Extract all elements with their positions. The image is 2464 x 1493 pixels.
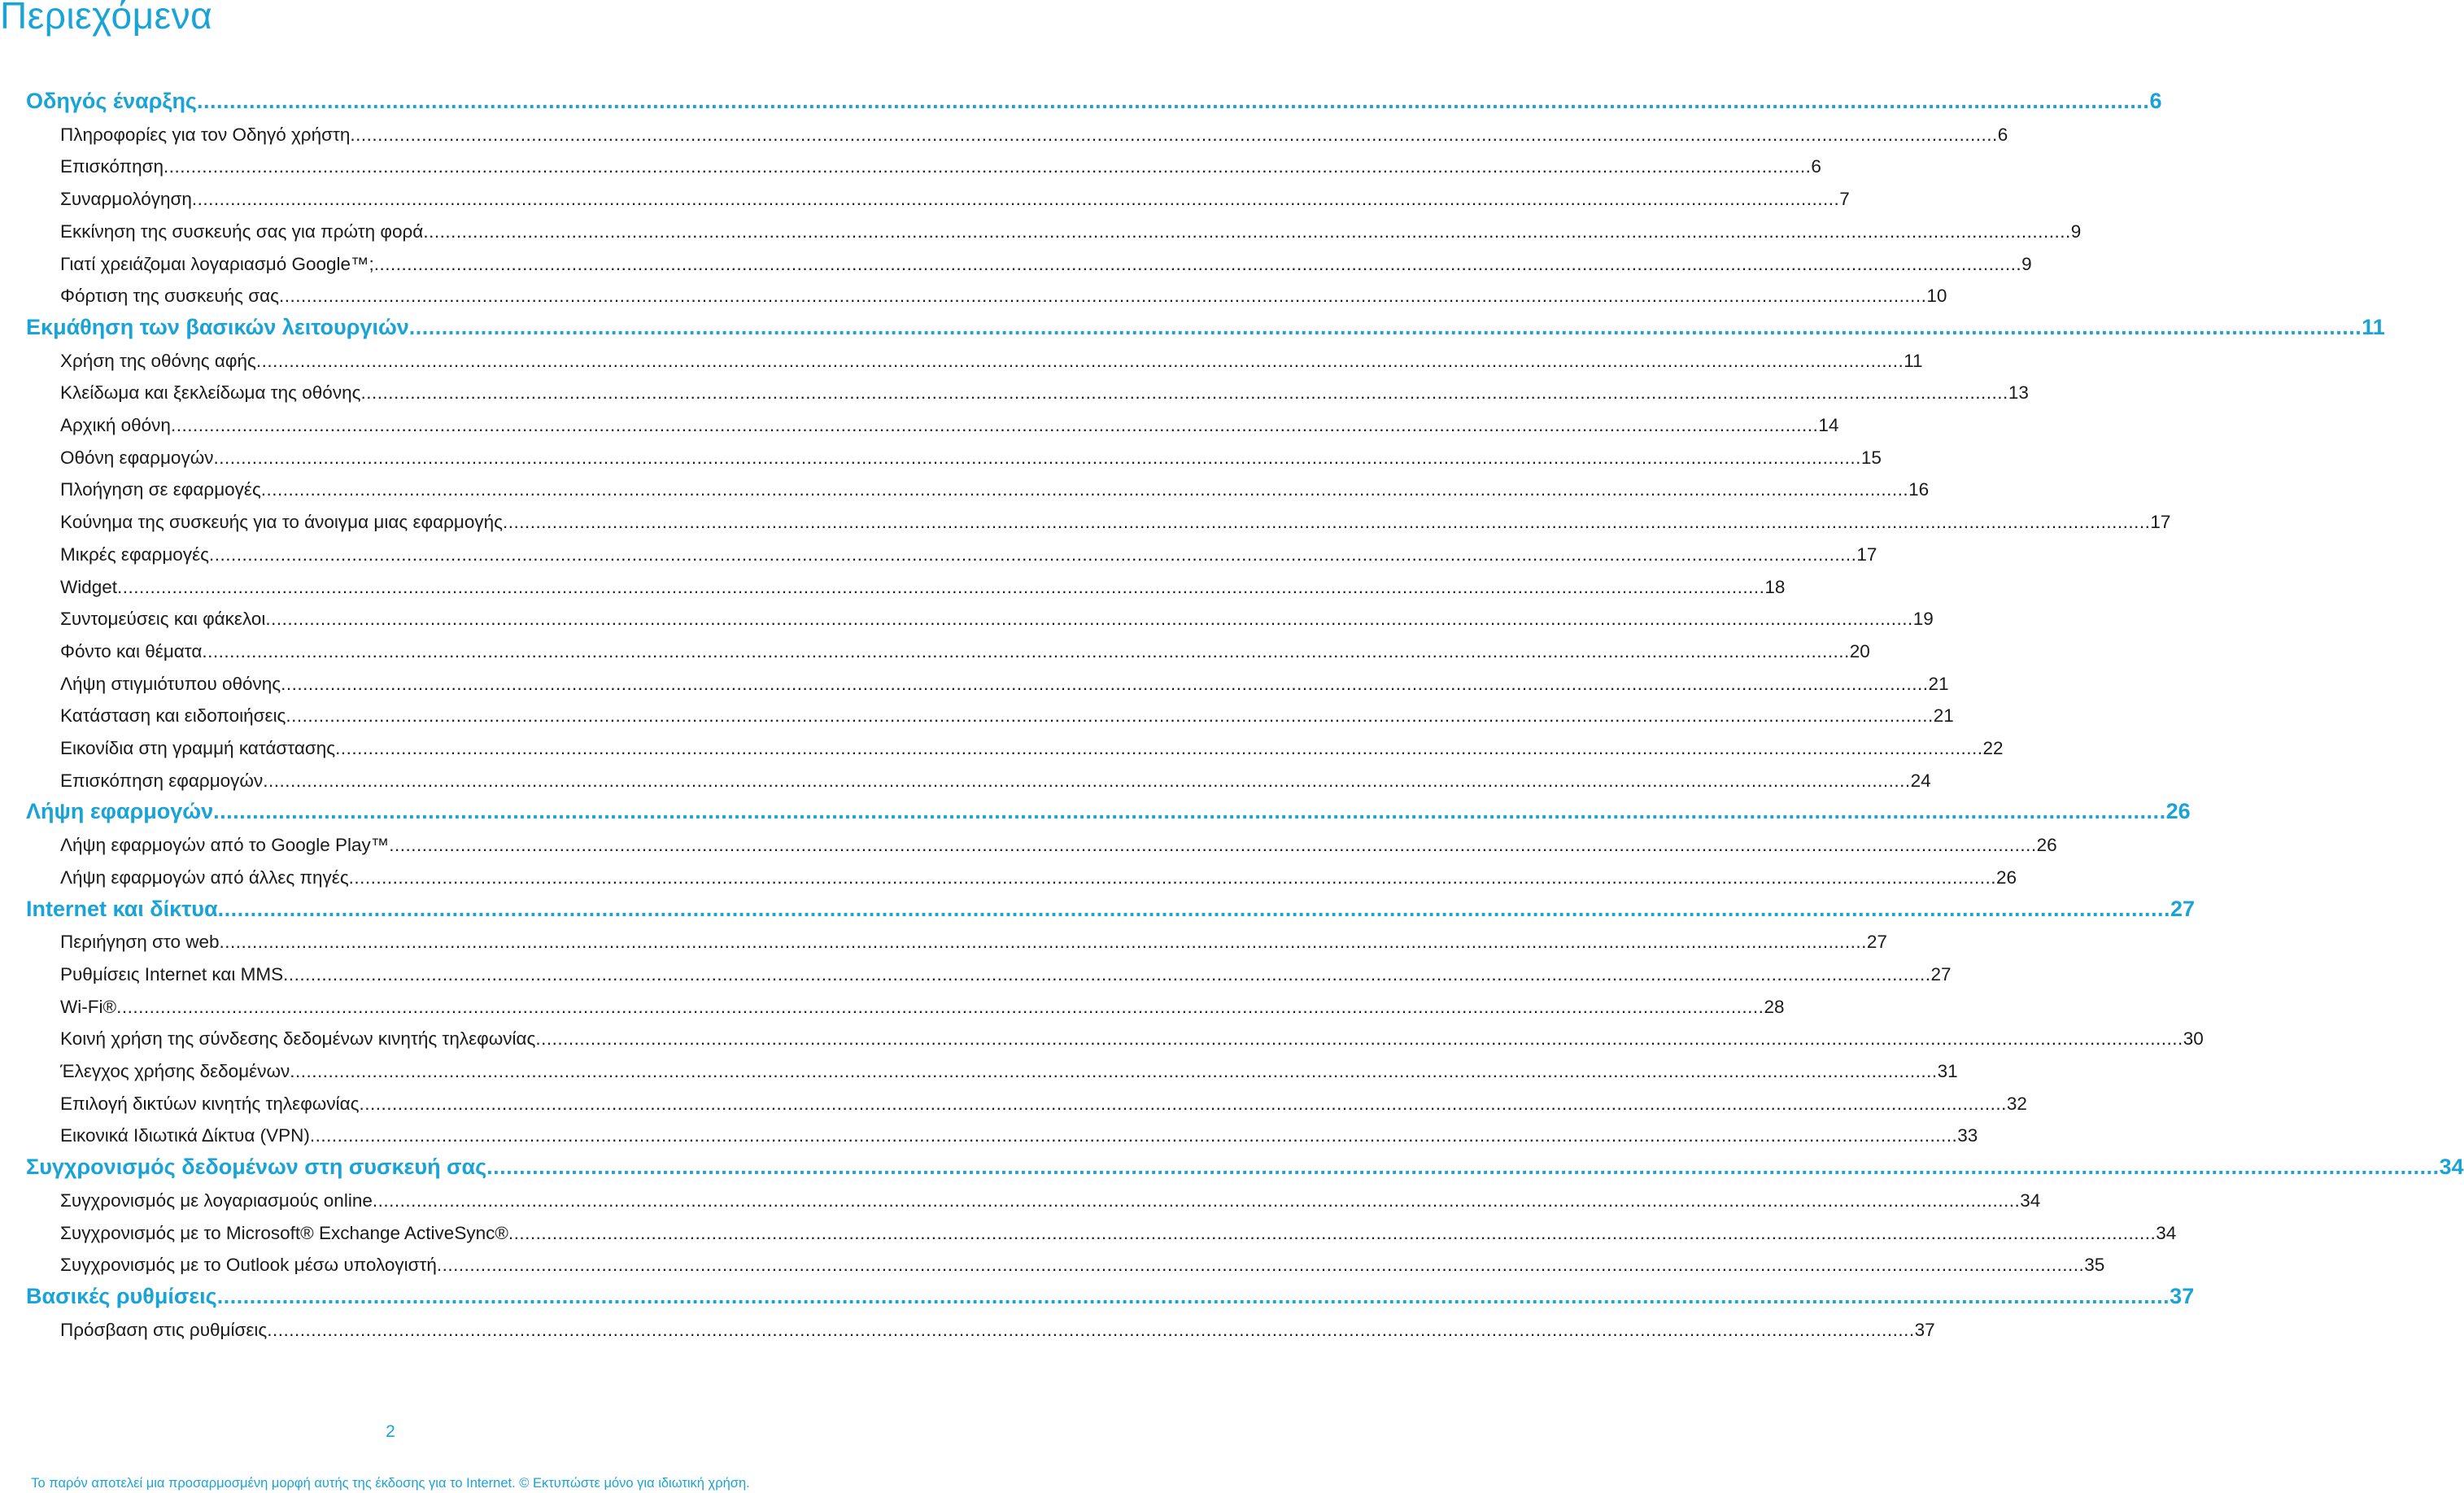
toc-entry-page: 9 <box>2070 220 2082 242</box>
toc-entry-label: Λήψη εφαρμογών από το Google Play™ <box>60 835 390 856</box>
toc-section-entry[interactable] <box>26 1155 2464 1180</box>
toc-leader-dots: ............................................................................................................................................................................................................................................................................................................ <box>213 447 1861 468</box>
toc-entry-label: Μικρές εφαρμογές <box>60 544 209 565</box>
toc-entry[interactable] <box>60 156 1821 177</box>
toc-entry-page: 21 <box>1933 705 1954 727</box>
toc-entry-label: Κοινή χρήση της σύνδεσης δεδομένων κινητής τηλεφωνίας <box>60 1028 536 1050</box>
toc-entry-label: Wi-Fi® <box>60 996 117 1017</box>
toc-entry-label: Κλείδωμα και ξεκλείδωμα της οθόνης <box>60 382 361 404</box>
toc-entry-page: 18 <box>1764 576 1786 597</box>
toc-entry-label: Συγχρονισμός με το Microsoft® Exchange ActiveSync® <box>60 1222 508 1243</box>
toc-leader-dots: ............................................................................................................................................................................................................................................................................................................ <box>423 220 2071 242</box>
toc-entry[interactable] <box>60 705 1954 727</box>
toc-entry[interactable] <box>60 382 2029 404</box>
toc-entry[interactable] <box>60 609 1934 630</box>
toc-section-entry[interactable] <box>26 314 2385 340</box>
toc-leader-dots: ............................................................................................................................................................................................................................................................................................................ <box>191 189 1840 210</box>
toc-entry-label: Εκμάθηση των βασικών λειτουργιών <box>26 314 409 339</box>
toc-leader-dots: ............................................................................................................................................................................................................................................................................................................ <box>170 415 1819 435</box>
toc-leader-dots: ............................................................................................................................................................................................................................................................................................................ <box>208 544 1857 565</box>
toc-entry-page: 28 <box>1764 996 1785 1017</box>
toc-leader-dots: ............................................................................................................................................................................................................................................................................................................ <box>217 896 2171 921</box>
toc-entry-page: 7 <box>1839 189 1850 210</box>
toc-entry-label: Επισκόπηση <box>60 156 164 177</box>
toc-entry-label: Επιλογή δικτύων κινητής τηλεφωνίας <box>60 1093 360 1114</box>
toc-entry-page: 20 <box>1849 640 1870 661</box>
toc-leader-dots: ............................................................................................................................................................................................................................................................................................................ <box>196 89 2150 113</box>
toc-leader-dots: ............................................................................................................................................................................................................................................................................................................ <box>279 286 1927 307</box>
toc-entry-label: Οδηγός έναρξης <box>26 89 197 113</box>
toc-entry-label: Πρόσβαση στις ρυθμίσεις <box>60 1319 268 1340</box>
toc-entry[interactable] <box>60 576 1786 598</box>
toc-leader-dots: ............................................................................................................................................................................................................................................................................................................ <box>263 770 1911 791</box>
toc-entry-label: Φόντο και θέματα <box>60 640 203 661</box>
toc-entry-page: 9 <box>2021 253 2032 274</box>
toc-entry-page: 6 <box>2149 89 2162 113</box>
toc-entry[interactable] <box>60 770 1931 792</box>
toc-entry-label: Συγχρονισμός με το Outlook μέσω υπολογιστή <box>60 1255 437 1276</box>
toc-leader-dots: ............................................................................................................................................................................................................................................................................................................ <box>283 963 1931 984</box>
toc-entry-label: Περιήγηση στο web <box>60 932 220 953</box>
toc-entry[interactable] <box>60 673 1949 695</box>
toc-entry-page: 35 <box>2084 1255 2105 1276</box>
toc-entry-label: Πλοήγηση σε εφαρμογές <box>60 479 261 500</box>
toc-entry[interactable] <box>60 189 1850 210</box>
toc-leader-dots: ............................................................................................................................................................................................................................................................................................................ <box>535 1028 2183 1050</box>
toc-entry-label: Συναρμολόγηση <box>60 189 192 210</box>
toc-leader-dots: ............................................................................................................................................................................................................................................................................................................ <box>265 609 1913 630</box>
toc-entry-page: 24 <box>1910 770 1931 791</box>
toc-leader-dots: ............................................................................................................................................................................................................................................................................................................ <box>290 1061 1938 1081</box>
toc-entry[interactable] <box>60 1093 2027 1115</box>
toc-entry[interactable] <box>60 544 1877 565</box>
toc-leader-dots: ............................................................................................................................................................................................................................................................................................................ <box>335 738 1983 758</box>
toc-entry-page: 31 <box>1937 1061 1958 1081</box>
toc-leader-dots: ............................................................................................................................................................................................................................................................................................................ <box>267 1319 1915 1340</box>
toc-entry-page: 6 <box>1997 124 2008 145</box>
toc-entry-label: Έλεγχος χρήσης δεδομένων <box>60 1061 290 1081</box>
toc-leader-dots: ............................................................................................................................................................................................................................................................................................................ <box>216 1283 2170 1308</box>
toc-entry-page: 11 <box>1904 350 1923 371</box>
toc-entry-label: Συντομεύσεις και φάκελοι <box>60 609 266 630</box>
toc-entry-label: Αρχική οθόνη <box>60 415 171 435</box>
toc-entry-label: Γιατί χρειάζομαι λογαριασμό Google™; <box>60 253 374 274</box>
toc-entry-page: 21 <box>1928 673 1949 694</box>
toc-entry-label: Εκκίνηση της συσκευής σας για πρώτη φορά <box>60 220 424 242</box>
toc-entry-label: Widget <box>60 576 118 597</box>
toc-leader-dots: ............................................................................................................................................................................................................................................................................................................ <box>486 1155 2440 1180</box>
toc-entry-page: 26 <box>1996 867 2017 888</box>
toc-entry[interactable] <box>60 996 1785 1018</box>
toc-entry[interactable] <box>60 867 2017 888</box>
toc-entry-page: 14 <box>1818 415 1839 435</box>
toc-entry-label: Βασικές ρυθμίσεις <box>26 1283 217 1308</box>
toc-entry-label: Λήψη στιγμιότυπου οθόνης <box>60 673 281 694</box>
toc-leader-dots: ............................................................................................................................................................................................................................................................................................................ <box>213 799 2166 824</box>
toc-entry[interactable] <box>60 1222 2177 1244</box>
toc-entry[interactable] <box>60 415 1839 436</box>
toc-entry[interactable] <box>60 640 1870 662</box>
toc-entry-page: 17 <box>1856 544 1877 565</box>
toc-entry-page: 37 <box>2170 1283 2195 1308</box>
toc-entry-page: 27 <box>1930 963 1952 984</box>
toc-entry-page: 22 <box>1982 738 2004 758</box>
toc-entry-label: Λήψη εφαρμογών <box>26 799 214 824</box>
toc-leader-dots: ............................................................................................................................................................................................................................................................................................................ <box>408 314 2362 339</box>
toc-entry-page: 27 <box>1866 932 1887 953</box>
toc-entry-page: 26 <box>2165 799 2191 824</box>
toc-entry-page: 27 <box>2170 896 2196 921</box>
toc-leader-dots: ............................................................................................................................................................................................................................................................................................................ <box>260 479 1909 500</box>
toc-leader-dots: ............................................................................................................................................................................................................................................................................................................ <box>359 1093 2007 1114</box>
toc-entry[interactable] <box>60 932 1887 953</box>
toc-section-entry[interactable] <box>26 799 2191 824</box>
toc-entry-page: 16 <box>1908 479 1930 500</box>
toc-entry-page: 34 <box>2439 1155 2464 1180</box>
toc-leader-dots: ............................................................................................................................................................................................................................................................................................................ <box>373 253 2022 274</box>
toc-leader-dots: ............................................................................................................................................................................................................................................................................................................ <box>286 705 1934 727</box>
toc-entry-label: Κούνημα της συσκευής για το άνοιγμα μιας εφαρμογής <box>60 512 503 533</box>
toc-entry-label: Φόρτιση της συσκευής σας <box>60 286 279 307</box>
toc-entry-page: 30 <box>2183 1028 2204 1050</box>
toc-leader-dots: ............................................................................................................................................................................................................................................................................................................ <box>372 1190 2021 1211</box>
toc-entry-label: Internet και δίκτυα <box>26 896 218 921</box>
toc-entry-page: 19 <box>1912 609 1934 630</box>
toc-entry-label: Ρυθμίσεις Internet και MMS <box>60 963 284 984</box>
toc-entry-page: 13 <box>2008 382 2029 404</box>
toc-entry[interactable] <box>60 963 1952 985</box>
toc-entry[interactable] <box>60 124 2008 146</box>
toc-entry-label: Συγχρονισμός με λογαριασμούς online <box>60 1190 373 1211</box>
toc-leader-dots: ............................................................................................................................................................................................................................................................................................................ <box>389 835 2037 856</box>
toc-entry[interactable] <box>60 1255 2105 1276</box>
toc-entry-label: Οθόνη εφαρμογών <box>60 447 214 468</box>
toc-entry-page: 10 <box>1926 286 1947 307</box>
toc-entry-page: 34 <box>2020 1190 2041 1211</box>
toc-leader-dots: ............................................................................................................................................................................................................................................................................................................ <box>255 350 1904 371</box>
toc-entry[interactable] <box>60 1125 1978 1146</box>
toc-entry-label: Εικονικά Ιδιωτικά Δίκτυα (VPN) <box>60 1125 310 1146</box>
toc-entry[interactable] <box>60 512 2171 533</box>
toc-entry[interactable] <box>60 1319 1935 1341</box>
toc-entry-page: 15 <box>1860 447 1882 468</box>
toc-entry[interactable] <box>60 447 1882 469</box>
page-number: 2 <box>386 1422 395 1441</box>
toc-entry-page: 11 <box>2362 314 2385 339</box>
toc-leader-dots: ............................................................................................................................................................................................................................................................................................................ <box>436 1255 2085 1276</box>
toc-entry-page: 26 <box>2036 835 2057 856</box>
toc-leader-dots: ............................................................................................................................................................................................................................................................................................................ <box>508 1222 2157 1243</box>
page-title: Περιεχόμενα <box>0 0 213 37</box>
toc-entry-page: 6 <box>1811 156 1821 177</box>
toc-leader-dots: ............................................................................................................................................................................................................................................................................................................ <box>116 996 1764 1017</box>
toc-entry-label: Εικονίδια στη γραμμή κατάστασης <box>60 738 336 758</box>
toc-entry[interactable] <box>60 350 1923 372</box>
toc-entry[interactable] <box>60 479 1930 500</box>
toc-leader-dots: ............................................................................................................................................................................................................................................................................................................ <box>202 640 1850 661</box>
toc-leader-dots: ............................................................................................................................................................................................................................................................................................................ <box>309 1125 1958 1146</box>
toc-entry[interactable] <box>60 220 2082 242</box>
toc-entry-label: Συγχρονισμός δεδομένων στη συσκευή σας <box>26 1155 487 1180</box>
toc-entry-label: Πληροφορίες για τον Οδηγό χρήστη <box>60 124 351 145</box>
toc-entry-label: Χρήση της οθόνης αφής <box>60 350 256 371</box>
toc-leader-dots: ............................................................................................................................................................................................................................................................................................................ <box>350 124 1998 145</box>
toc-leader-dots: ............................................................................................................................................................................................................................................................................................................ <box>164 156 1812 177</box>
toc-entry-label: Κατάσταση και ειδοποιήσεις <box>60 705 286 727</box>
toc-entry-label: Λήψη εφαρμογών από άλλες πηγές <box>60 867 349 888</box>
toc-section-entry[interactable] <box>26 89 2162 114</box>
toc-entry[interactable] <box>60 1028 2204 1050</box>
toc-entry[interactable] <box>60 738 2004 759</box>
toc-leader-dots: ............................................................................................................................................................................................................................................................................................................ <box>219 932 1867 953</box>
toc-entry-label: Επισκόπηση εφαρμογών <box>60 770 264 791</box>
toc-leader-dots: ............................................................................................................................................................................................................................................................................................................ <box>117 576 1765 597</box>
toc-entry-page: 37 <box>1914 1319 1935 1340</box>
toc-entry[interactable] <box>60 1061 1958 1082</box>
toc-entry[interactable] <box>60 253 2032 275</box>
toc-leader-dots: ............................................................................................................................................................................................................................................................................................................ <box>281 673 1929 694</box>
footer-note: Το παρόν αποτελεί μια προσαρμοσμένη μορφή αυτής της έκδοσης για το Internet. © Εκτυπώστε μόνο για ιδιωτική χρήση. <box>31 1476 750 1491</box>
toc-section-entry[interactable] <box>26 1283 2195 1309</box>
toc-entry-page: 17 <box>2150 512 2171 533</box>
toc-entry-page: 34 <box>2156 1222 2177 1243</box>
toc-leader-dots: ............................................................................................................................................................................................................................................................................................................ <box>348 867 1997 888</box>
toc-entry-page: 33 <box>1957 1125 1978 1146</box>
toc-leader-dots: ............................................................................................................................................................................................................................................................................................................ <box>502 512 2151 533</box>
toc-section-entry[interactable] <box>26 896 2196 922</box>
toc-entry[interactable] <box>60 1190 2041 1211</box>
toc-entry-page: 32 <box>2006 1093 2027 1114</box>
toc-leader-dots: ............................................................................................................................................................................................................................................................................................................ <box>360 382 2008 404</box>
toc-entry[interactable] <box>60 286 1947 307</box>
toc-entry[interactable] <box>60 835 2057 856</box>
